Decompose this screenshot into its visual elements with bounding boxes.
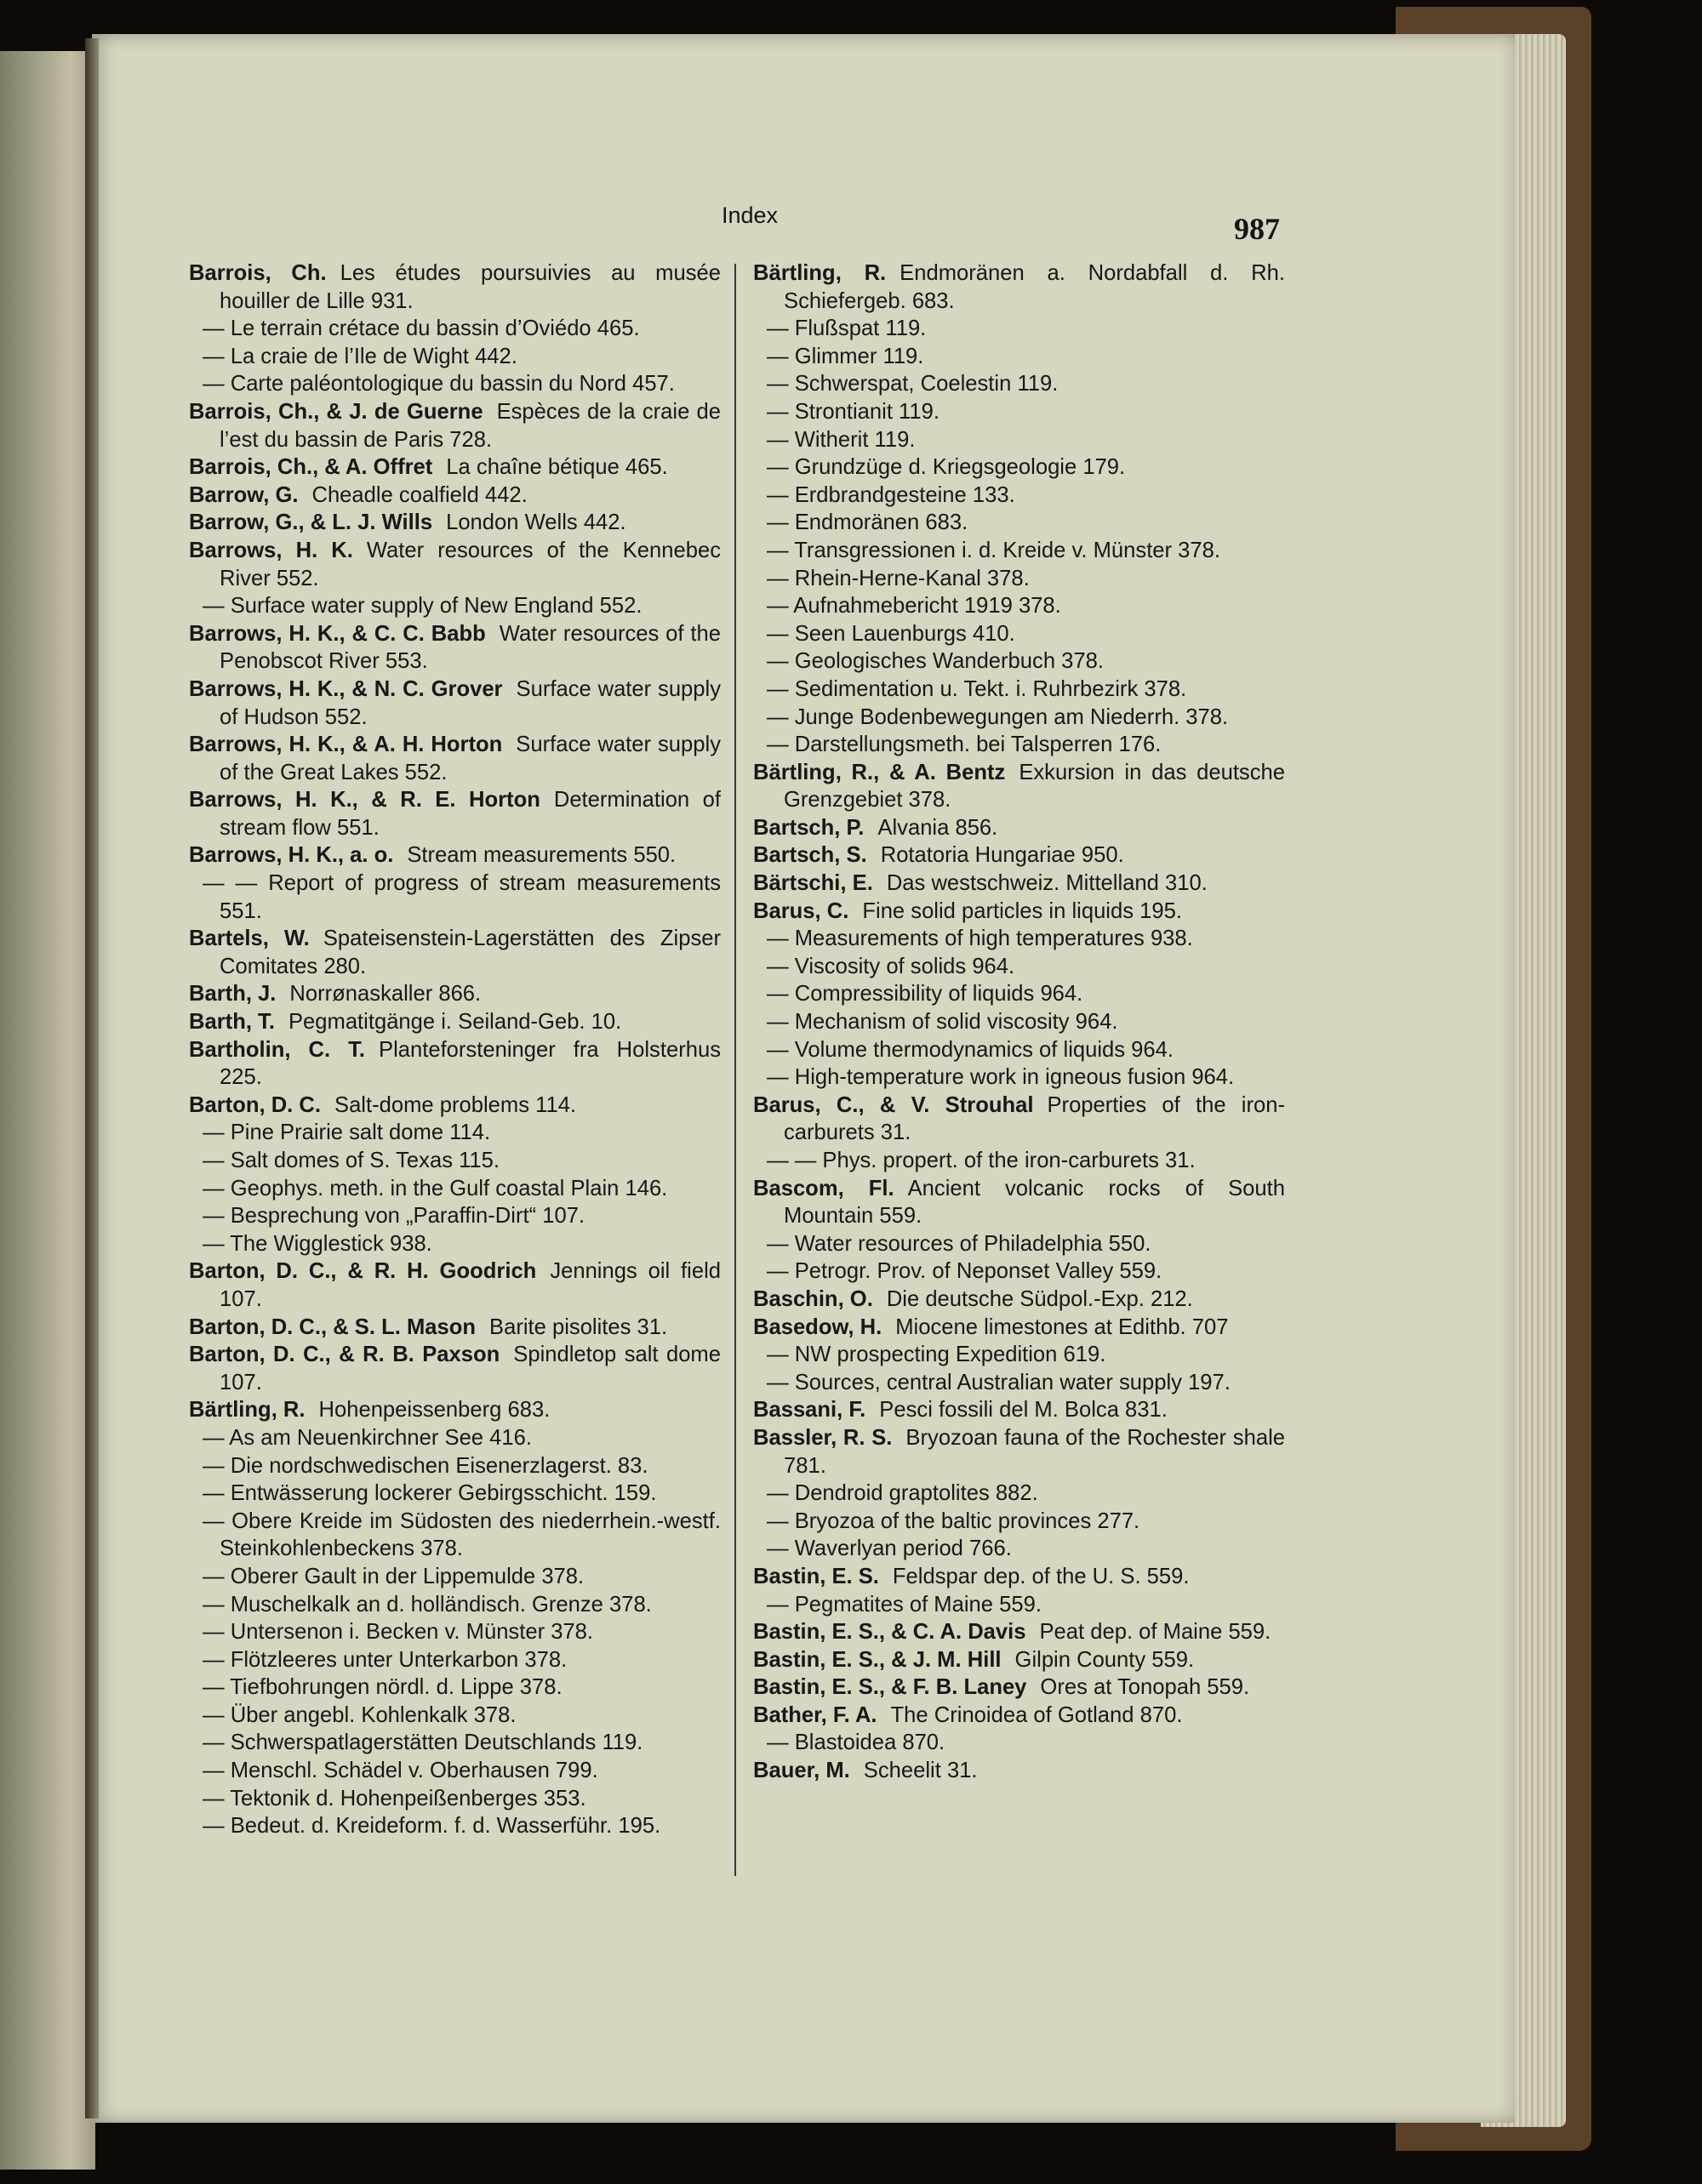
entry-title: Spindletop salt dome 107. (220, 1343, 721, 1394)
entry-title: — Grundzüge d. Kriegsgeologie 179. (767, 455, 1126, 480)
entry-title: — Le terrain crétace du bassin d’Oviédo 465. (203, 316, 640, 341)
index-entry (753, 1702, 1285, 1730)
entry-title: Hohenpeissenberg 683. (318, 1398, 551, 1423)
entry-title: Les études poursuivies au musée houiller de Lille 931. (220, 261, 721, 313)
entry-author: Bärtling, R. (189, 1398, 306, 1423)
entry-author: Barton, D. C., & R. H. Goodrich (189, 1259, 537, 1284)
entry-title: Barite pisolites 31. (489, 1314, 668, 1339)
index-entry (189, 1257, 721, 1313)
entry-title: — Pine Prairie salt dome 114. (203, 1121, 491, 1145)
entry-title: Surface water supply of the Great Lakes 552. (220, 733, 721, 784)
entry-title: Norrønaskaller 866. (289, 982, 482, 1006)
running-head: Index (722, 202, 779, 228)
entry-title: Cheadle coalfield 442. (311, 482, 528, 507)
index-entry (753, 426, 1285, 454)
index-entry (753, 1618, 1285, 1646)
entry-title: Endmoränen a. Nordabfall d. Rh. Schiefergeb. 683. (784, 261, 1285, 313)
entry-title: — — Phys. propert. of the iron-carburets 31. (767, 1149, 1196, 1172)
entry-author: Barrow, G., & L. J. Wills (189, 510, 433, 535)
entry-author: Bastin, E. S., & J. M. Hill (753, 1647, 1002, 1672)
entry-title: Gilpin County 559. (1014, 1647, 1195, 1672)
entry-title: Bryozoan fauna of the Rochester shale 781. (784, 1425, 1285, 1478)
index-entry (753, 1286, 1285, 1314)
index-entry (189, 1812, 721, 1840)
index-entry (753, 759, 1285, 814)
entry-title: — Flötzleeres unter Unterkarbon 378. (203, 1647, 568, 1672)
index-entry (189, 1036, 721, 1092)
index-entry (189, 537, 721, 592)
entry-title: — Tiefbohrungen nördl. d. Lippe 378. (203, 1675, 563, 1700)
entry-title: London Wells 442. (446, 510, 626, 535)
entry-title: — Besprechung von „Paraffin-Dirt“ 107. (203, 1204, 585, 1229)
entry-title: — Geophys. meth. in the Gulf coastal Plain 146. (203, 1176, 668, 1200)
index-entry (189, 925, 721, 980)
entry-title: Die deutsche Südpol.-Exp. 212. (886, 1286, 1193, 1311)
entry-author: Basedow, H. (753, 1314, 882, 1339)
index-entry (189, 398, 721, 453)
entry-title: — Blastoidea 870. (767, 1731, 945, 1755)
entry-author: Barton, D. C. (189, 1092, 321, 1117)
entry-author: Barrois, Ch., & A. Offret (189, 455, 433, 480)
index-entry (189, 1230, 721, 1258)
entry-title: — Witherit 119. (767, 427, 916, 452)
entry-title: Water resources of the Penobscot River 553. (220, 621, 721, 674)
entry-title: Alvania 856. (877, 815, 998, 840)
entry-title: Miocene limestones at Edithb. 707 (895, 1314, 1229, 1339)
index-entry (753, 841, 1285, 870)
index-entry (189, 370, 721, 398)
entry-title: The Crinoidea of Gotland 870. (890, 1702, 1183, 1727)
entry-title: Water resources of the Kennebec River 552. (220, 538, 721, 590)
entry-author: Barrois, Ch., & J. de Guerne (189, 399, 483, 424)
entry-title: — Erdbrandgesteine 133. (767, 482, 1015, 507)
index-entry (753, 1063, 1285, 1092)
index-entry (753, 1563, 1285, 1591)
index-entry (753, 1036, 1285, 1064)
entry-title: — Water resources of Philadelphia 550. (767, 1231, 1151, 1256)
entry-title: — Waverlyan period 766. (767, 1537, 1012, 1561)
entry-title: Jennings oil field 107. (220, 1259, 721, 1311)
entry-author: Barrows, H. K., & N. C. Grover (189, 676, 503, 701)
entry-title: — Viscosity of solids 964. (767, 954, 1015, 978)
entry-title: Exkursion in das deutsche Grenzgebiet 378. (784, 760, 1285, 813)
entry-title: Pesci fossili del M. Bolca 831. (879, 1398, 1168, 1423)
entry-title: — High-temperature work in igneous fusion 964. (767, 1065, 1235, 1090)
entry-author: Barus, C., & V. Strouhal (753, 1092, 1034, 1117)
index-entry (753, 620, 1285, 648)
index-entry (189, 1119, 721, 1147)
entry-title: — Sedimentation u. Tekt. i. Ruhrbezirk 378. (767, 676, 1187, 701)
entry-title: — Mechanism of solid viscosity 964. (767, 1010, 1118, 1035)
entry-title: — La craie de l’Ile de Wight 442. (203, 344, 517, 368)
entry-title: Spateisenstein-Lagerstätten des Zipser Comitates 280. (220, 927, 722, 978)
entry-title: — Rhein-Herne-Kanal 378. (767, 566, 1030, 590)
entry-title: Peat dep. of Maine 559. (1039, 1620, 1271, 1645)
entry-author: Bastin, E. S., & F. B. Laney (753, 1675, 1027, 1700)
index-entry (189, 509, 721, 537)
index-entry (753, 565, 1285, 593)
entry-author: Barrows, H. K., & A. H. Horton (189, 733, 503, 757)
entry-author: Bauer, M. (753, 1759, 850, 1783)
entry-author: Barus, C. (753, 898, 849, 923)
entry-title: Rotatoria Hungariae 950. (880, 843, 1124, 868)
entry-title: — Petrogr. Prov. of Neponset Valley 559. (767, 1259, 1162, 1284)
entry-author: Bartholin, C. T. (189, 1037, 365, 1062)
entry-title: — Seen Lauenburgs 410. (767, 621, 1015, 646)
entry-title: Espèces de la craie de l’est du bassin de Paris 728. (220, 399, 722, 452)
entry-author: Barton, D. C., & R. B. Paxson (189, 1343, 500, 1367)
index-entry (189, 841, 721, 870)
entry-title: Surface water supply of Hudson 552. (220, 676, 721, 729)
index-entry (753, 343, 1285, 371)
index-entry (189, 786, 721, 841)
index-entry (753, 1092, 1285, 1147)
index-column-left (189, 259, 721, 1840)
entry-title: — Schwerspatlagerstätten Deutschlands 119. (203, 1731, 643, 1755)
entry-title: — Tektonik d. Hohenpeißenberges 353. (203, 1786, 586, 1810)
index-entry (189, 1646, 721, 1674)
entry-title: — As am Neuenkirchner See 416. (203, 1425, 532, 1450)
index-entry (753, 537, 1285, 565)
entry-title: — Schwerspat, Coelestin 119. (767, 372, 1059, 396)
index-entry (189, 1452, 721, 1480)
entry-title: — Darstellungsmeth. bei Talsperren 176. (767, 733, 1162, 757)
index-entry (189, 1314, 721, 1342)
entry-author: Bartels, W. (189, 927, 310, 951)
index-entry (753, 1175, 1285, 1230)
entry-author: Bather, F. A. (753, 1702, 877, 1727)
entry-author: Bärtschi, E. (753, 871, 873, 896)
index-entry (753, 1314, 1285, 1342)
entry-author: Bastin, E. S., & C. A. Davis (753, 1620, 1026, 1645)
index-entry (753, 1369, 1285, 1397)
entry-title: — Sources, central Australian water supply 197. (767, 1370, 1231, 1394)
entry-author: Barth, T. (189, 1010, 275, 1035)
index-entry (753, 453, 1285, 482)
entry-author: Barrows, H. K., & R. E. Horton (189, 788, 540, 813)
index-entry (753, 1729, 1285, 1757)
entry-title: — Glimmer 119. (767, 344, 924, 368)
entry-title: — Entwässerung lockerer Gebirgsschicht. 159. (203, 1481, 657, 1506)
index-entry (753, 1674, 1285, 1702)
index-entry (189, 1729, 721, 1757)
entry-author: Bartsch, S. (753, 843, 867, 868)
index-entry (753, 953, 1285, 981)
entry-title: — Untersenon i. Becken v. Münster 378. (203, 1620, 594, 1645)
entry-title: — Bedeut. d. Kreideform. f. d. Wasserführ. 195. (203, 1814, 661, 1839)
index-entry (189, 1480, 721, 1508)
index-entry (189, 343, 721, 371)
entry-author: Bassani, F. (753, 1398, 866, 1423)
entry-title: — Volume thermodynamics of liquids 964. (767, 1037, 1174, 1062)
entry-title: Properties of the iron-carburets 31. (784, 1092, 1286, 1145)
index-entry (189, 1508, 721, 1563)
column-divider (734, 264, 736, 1876)
index-entry (753, 1257, 1285, 1286)
index-entry (753, 1646, 1285, 1674)
entry-author: Barrois, Ch. (189, 261, 327, 285)
entry-author: Barton, D. C., & S. L. Mason (189, 1314, 477, 1339)
index-entry (753, 980, 1285, 1008)
entry-title: — Muschelkalk an d. holländisch. Grenze 378. (203, 1592, 652, 1617)
entry-title: — Flußspat 119. (767, 316, 927, 341)
index-entry (753, 509, 1285, 537)
index-entry (189, 1563, 721, 1591)
entry-title: — Oberer Gault in der Lippemulde 378. (203, 1564, 585, 1588)
entry-title: — The Wigglestick 938. (203, 1231, 432, 1256)
entry-title: — Salt domes of S. Texas 115. (203, 1149, 500, 1172)
entry-title: — Junge Bodenbewegungen am Niederrh. 378. (767, 704, 1229, 729)
entry-title: Pegmatitgänge i. Seiland-Geb. 10. (288, 1010, 622, 1035)
entry-title: — Surface water supply of New England 552. (203, 594, 643, 619)
index-entry (189, 620, 721, 676)
index-entry (189, 1674, 721, 1702)
entry-title: — Compressibility of liquids 964. (767, 982, 1083, 1006)
entry-title: — — Report of progress of stream measurements 551. (203, 871, 721, 923)
page-number: 987 (1234, 212, 1280, 246)
index-entry (753, 870, 1285, 898)
left-page-sliver (0, 51, 95, 2170)
index-entry (189, 1396, 721, 1424)
entry-title: Determination of stream flow 551. (220, 788, 721, 840)
entry-title: Planteforsteninger fra Holsterhus 225. (220, 1037, 721, 1090)
index-entry (189, 453, 721, 482)
index-entry (753, 925, 1285, 953)
entry-title: Scheelit 31. (863, 1759, 978, 1783)
index-entry (753, 647, 1285, 676)
index-column-right (753, 259, 1285, 1785)
index-entry (189, 1175, 721, 1203)
index-entry (753, 1535, 1285, 1563)
entry-title: — Dendroid graptolites 882. (767, 1481, 1038, 1506)
entry-author: Bartsch, P. (753, 815, 865, 840)
index-entry (189, 1147, 721, 1175)
index-entry (753, 1230, 1285, 1258)
entry-title: — Die nordschwedischen Eisenerzlagerst. 83. (203, 1453, 648, 1478)
entry-author: Baschin, O. (753, 1286, 873, 1311)
entry-title: — NW prospecting Expedition 619. (767, 1343, 1106, 1367)
index-entry (753, 1591, 1285, 1619)
entry-title: — Strontianit 119. (767, 399, 940, 424)
entry-title: La chaîne bétique 465. (446, 455, 668, 480)
entry-author: Bassler, R. S. (753, 1425, 893, 1450)
entry-title: — Über angebl. Kohlenkalk 378. (203, 1702, 517, 1727)
entry-author: Bärtling, R., & A. Bentz (753, 760, 1006, 784)
index-entry (189, 1702, 721, 1730)
entry-title: Das westschweiz. Mittelland 310. (886, 871, 1208, 896)
index-entry (753, 482, 1285, 510)
entry-title: — Transgressionen i. d. Kreide v. Münster 378. (767, 538, 1220, 562)
index-entry (753, 814, 1285, 842)
index-entry (753, 370, 1285, 398)
index-entry (753, 731, 1285, 759)
index-entry (753, 1147, 1285, 1175)
index-entry (189, 1785, 721, 1813)
entry-author: Barrows, H. K., & C. C. Babb (189, 621, 486, 646)
entry-title: — Menschl. Schädel v. Oberhausen 799. (203, 1759, 598, 1783)
entry-title: — Bryozoa of the baltic provinces 277. (767, 1508, 1140, 1533)
index-entry (189, 1341, 721, 1396)
index-entry (189, 676, 721, 731)
entry-title: Fine solid particles in liquids 195. (862, 898, 1182, 923)
index-entry (753, 1424, 1285, 1480)
index-entry (753, 1508, 1285, 1536)
index-entry (753, 592, 1285, 620)
index-entry (753, 704, 1285, 732)
index-entry (753, 315, 1285, 343)
entry-author: Barth, J. (189, 982, 277, 1006)
index-entry (189, 315, 721, 343)
index-entry (189, 259, 721, 315)
entry-title: — Endmoränen 683. (767, 510, 968, 535)
index-entry (189, 1092, 721, 1120)
entry-author: Bärtling, R. (753, 261, 887, 285)
index-entry (189, 731, 721, 786)
entry-title: Ancient volcanic rocks of South Mountain 559. (784, 1176, 1285, 1229)
index-entry (753, 1757, 1285, 1785)
entry-author: Bastin, E. S. (753, 1564, 879, 1588)
index-entry (753, 898, 1285, 926)
entry-title: Salt-dome problems 114. (334, 1092, 577, 1117)
index-entry (189, 1008, 721, 1036)
entry-author: Barrow, G. (189, 482, 299, 507)
index-entry (753, 259, 1285, 315)
entry-author: Barrows, H. K., a. o. (189, 843, 394, 868)
index-entry (189, 1757, 721, 1785)
index-entry (189, 482, 721, 510)
entry-title: — Obere Kreide im Südosten des niederrhein.-westf. Steinkohlenbeckens 378. (203, 1508, 721, 1561)
index-entry (189, 1202, 721, 1230)
index-entry (189, 870, 721, 925)
entry-title: — Carte paléontologique du bassin du Nord 457. (203, 372, 675, 396)
entry-title: — Geologisches Wanderbuch 378. (767, 649, 1104, 674)
book-gutter (85, 38, 99, 2118)
index-entry (753, 1396, 1285, 1424)
index-entry (753, 398, 1285, 426)
index-entry (753, 1480, 1285, 1508)
entry-title: Ores at Tonopah 559. (1040, 1675, 1250, 1700)
index-entry (189, 1424, 721, 1452)
entry-title: Feldspar dep. of the U. S. 559. (892, 1564, 1190, 1588)
index-entry (189, 980, 721, 1008)
index-entry (753, 1341, 1285, 1369)
entry-title: Stream measurements 550. (407, 843, 677, 868)
entry-title: — Aufnahmebericht 1919 378. (767, 594, 1061, 619)
index-entry (189, 1591, 721, 1619)
index-entry (753, 1008, 1285, 1036)
entry-title: — Measurements of high temperatures 938. (767, 927, 1193, 951)
entry-title: — Pegmatites of Maine 559. (767, 1592, 1042, 1617)
index-entry (753, 676, 1285, 704)
index-entry (189, 592, 721, 620)
entry-author: Bascom, Fl. (753, 1176, 894, 1200)
index-entry (189, 1618, 721, 1646)
entry-author: Barrows, H. K. (189, 538, 353, 562)
